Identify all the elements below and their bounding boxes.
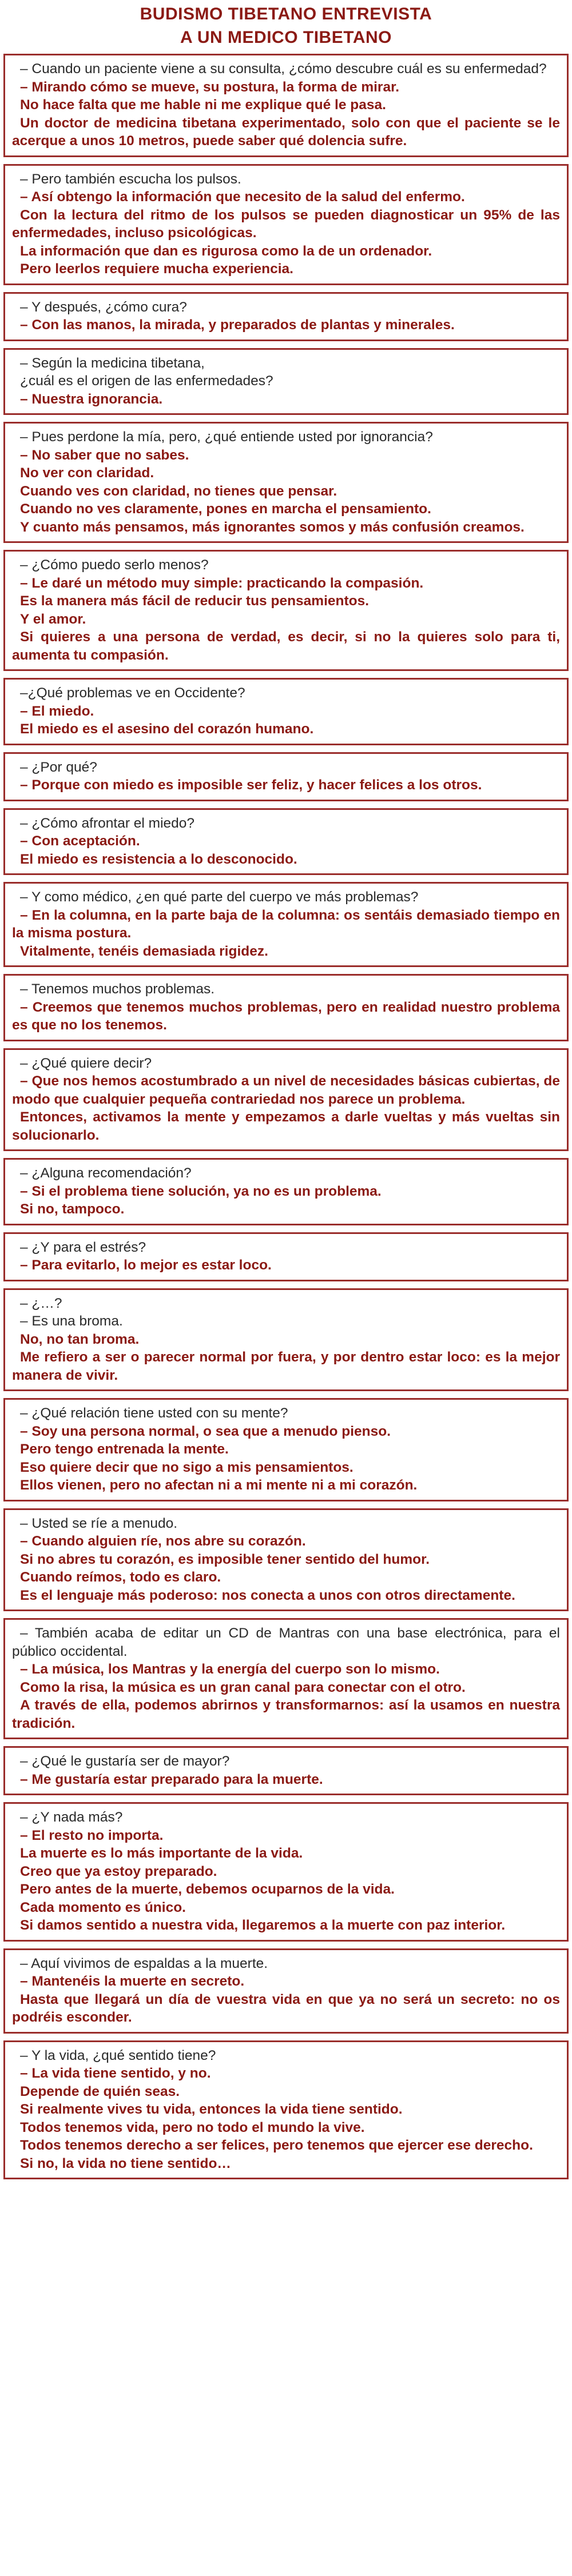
answer-line: Me refiero a ser o parecer normal por fuera, y por dentro estar loco: es la mejor manera de vivir.	[12, 1349, 560, 1383]
answer-line: – La música, los Mantras y la energía del cuerpo son lo mismo.	[20, 1662, 440, 1677]
interview-block	[3, 1508, 569, 1612]
answer-line: Depende de quién seas.	[20, 2083, 180, 2099]
answer-line: – Nuestra ignorancia.	[20, 391, 163, 407]
answer-line: – Mirando cómo se mueve, su postura, la forma de mirar.	[20, 79, 400, 95]
answer-line: Cuando ves con claridad, no tienes que pensar.	[20, 483, 337, 499]
question-line: – Y la vida, ¿qué sentido tiene?	[20, 2047, 216, 2063]
answer-line: Eso quiere decir que no sigo a mis pensamientos.	[20, 1459, 353, 1475]
interview-block	[3, 678, 569, 745]
question-line: – ¿Por qué?	[20, 759, 97, 775]
answer-line: Si realmente vives tu vida, entonces la vida tiene sentido.	[20, 2102, 403, 2117]
question-line: – ¿Y nada más?	[20, 1810, 123, 1825]
answer-line: – Mantenéis la muerte en secreto.	[20, 1974, 245, 1989]
answer-line: – Cuando alguien ríe, nos abre su corazón.	[20, 1533, 306, 1549]
answer-line: Vitalmente, tenéis demasiada rigidez.	[20, 943, 268, 959]
answer-line: Creo que ya estoy preparado.	[20, 1863, 217, 1879]
answer-line: Si no, tampoco.	[20, 1201, 125, 1217]
answer-line: Cuando no ves claramente, pones en marcha el pensamiento.	[20, 501, 431, 517]
answer-line: Si damos sentido a nuestra vida, llegaremos a la muerte con paz interior.	[20, 1918, 506, 1933]
interview-block	[3, 550, 569, 671]
answer-line: Como la risa, la música es un gran canal para conectar con el otro.	[20, 1679, 466, 1695]
interview-block	[3, 1948, 569, 2034]
answer-line: – No saber que no sabes.	[20, 447, 189, 463]
question-line: – Usted se ríe a menudo.	[20, 1515, 178, 1531]
answer-line: – La vida tiene sentido, y no.	[20, 2066, 211, 2081]
article-title: BUDISMO TIBETANO ENTREVISTA	[140, 5, 432, 23]
answer-line: El miedo es el asesino del corazón humano.	[20, 721, 314, 737]
answer-line: Hasta que llegará un día de vuestra vida en que ya no será un secreto: no os podréis esconder.	[12, 1991, 560, 2025]
interview-block	[3, 1746, 569, 1795]
answer-line: Si no abres tu corazón, es imposible tener sentido del humor.	[20, 1551, 430, 1567]
question-line: – ¿Qué le gustaría ser de mayor?	[20, 1754, 230, 1769]
answer-line: Si quieres a una persona de verdad, es decir, si no la quieres solo para ti, aumenta tu compasión.	[12, 629, 560, 663]
answer-line: Pero tengo entrenada la mente.	[20, 1441, 229, 1457]
answer-line: – Creemos que tenemos muchos problemas, pero en realidad nuestro problema es que no los tenemos.	[12, 999, 560, 1033]
question-line: – Aquí vivimos de espaldas a la muerte.	[20, 1955, 268, 1971]
interview-block	[3, 1158, 569, 1225]
answer-line: No, no tan broma.	[20, 1331, 140, 1347]
question-line: – Y después, ¿cómo cura?	[20, 299, 187, 315]
answer-line: – Con las manos, la mirada, y preparados de plantas y minerales.	[20, 317, 455, 333]
question-line: – ¿Cómo afrontar el miedo?	[20, 815, 195, 831]
answer-line: – El resto no importa.	[20, 1827, 164, 1843]
interview-block	[3, 1802, 569, 1942]
question-line: – ¿Qué quiere decir?	[20, 1055, 152, 1071]
interview-block	[3, 1048, 569, 1152]
question-line: ¿cuál es el origen de las enfermedades?	[20, 373, 273, 389]
interview-block	[3, 54, 569, 157]
interview-block	[3, 1398, 569, 1501]
interview-block	[3, 164, 569, 285]
interview-block	[3, 752, 569, 801]
question-line: – Cuando un paciente viene a su consulta, ¿cómo descubre cuál es su enfermedad?	[20, 61, 547, 77]
question-line: – ¿…?	[20, 1295, 62, 1311]
answer-line: Y el amor.	[20, 611, 86, 627]
answer-line: – En la columna, en la parte baja de la columna: os sentáis demasiado tiempo en la misma postura.	[12, 907, 560, 941]
question-line: – Pero también escucha los pulsos.	[20, 171, 241, 187]
interview-block	[3, 808, 569, 876]
answer-line: – Con aceptación.	[20, 833, 140, 849]
question-line: – Pues perdone la mía, pero, ¿qué entiende usted por ignorancia?	[20, 429, 433, 445]
interview-block	[3, 974, 569, 1041]
answer-line: Pero antes de la muerte, debemos ocuparnos de la vida.	[20, 1882, 395, 1897]
answer-line: – Le daré un método muy simple: practicando la compasión.	[20, 575, 424, 591]
answer-line: La información que dan es rigurosa como la de un ordenador.	[20, 243, 432, 259]
answer-line: Con la lectura del ritmo de los pulsos se pueden diagnosticar un 95% de las enfermedades, incluso psicológicas.	[12, 207, 560, 241]
answer-line: Es el lenguaje más poderoso: nos conecta a unos con otros directamente.	[20, 1587, 515, 1603]
answer-line: Todos tenemos vida, pero no todo el mundo la vive.	[20, 2119, 365, 2135]
article-subtitle: A UN MEDICO TIBETANO	[180, 28, 392, 47]
question-line: – Tenemos muchos problemas.	[20, 981, 214, 997]
interview-block	[3, 882, 569, 967]
answer-line: No hace falta que me hable ni me explique qué le pasa.	[20, 97, 386, 113]
interview-block	[3, 1618, 569, 1739]
answer-line: Un doctor de medicina tibetana experimentado, solo con que el paciente se le acerque a unos 10 metros, puede saber qué dolencia sufre.	[12, 115, 560, 149]
interview-block	[3, 348, 569, 416]
answer-line: Cada momento es único.	[20, 1899, 186, 1915]
question-line: – ¿Y para el estrés?	[20, 1239, 146, 1255]
question-line: – Y como médico, ¿en qué parte del cuerpo ve más problemas?	[20, 889, 419, 905]
question-line: – Según la medicina tibetana,	[20, 355, 205, 371]
answer-line: – Porque con miedo es imposible ser feliz, y hacer felices a los otros.	[20, 777, 482, 793]
question-line: – ¿Alguna recomendación?	[20, 1165, 192, 1181]
answer-line: Todos tenemos derecho a ser felices, pero tenemos que ejercer ese derecho.	[20, 2138, 533, 2153]
interview-block	[3, 1288, 569, 1392]
question-line: – ¿Cómo puedo serlo menos?	[20, 557, 209, 573]
answer-line: Si no, la vida no tiene sentido…	[20, 2155, 231, 2171]
question-line: – También acaba de editar un CD de Mantras con una base electrónica, para el público occidental.	[12, 1626, 560, 1659]
interview-blocks	[3, 54, 569, 2179]
answer-line: La muerte es lo más importante de la vida.	[20, 1846, 303, 1861]
answer-line: Es la manera más fácil de reducir tus pensamientos.	[20, 593, 370, 609]
answer-line: A través de ella, podemos abrirnos y transformarnos: así la usamos en nuestra tradición.	[12, 1698, 560, 1731]
answer-line: Entonces, activamos la mente y empezamos a darle vueltas y más vueltas sin solucionarlo.	[12, 1109, 560, 1143]
answer-line: – Que nos hemos acostumbrado a un nivel de necesidades básicas cubiertas, de modo que cualquier pequeña contrariedad nos parece un problema.	[12, 1073, 560, 1107]
interview-block	[3, 2040, 569, 2180]
article-header	[3, 2, 569, 49]
answer-line: Ellos vienen, pero no afectan ni a mi mente ni a mi corazón.	[20, 1477, 418, 1493]
answer-line: – El miedo.	[20, 703, 94, 719]
answer-line: – Me gustaría estar preparado para la muerte.	[20, 1771, 323, 1787]
question-line: –¿Qué problemas ve en Occidente?	[20, 685, 245, 701]
answer-line: – Así obtengo la información que necesito de la salud del enfermo.	[20, 189, 465, 205]
answer-line: No ver con claridad.	[20, 465, 154, 481]
interview-block	[3, 292, 569, 341]
answer-line: Cuando reímos, todo es claro.	[20, 1569, 221, 1585]
answer-line: Y cuanto más pensamos, más ignorantes somos y más confusión creamos.	[20, 519, 525, 535]
interview-block	[3, 422, 569, 543]
answer-line: Pero leerlos requiere mucha experiencia.	[20, 261, 293, 277]
answer-line: – Para evitarlo, lo mejor es estar loco.	[20, 1257, 272, 1273]
answer-line: – Si el problema tiene solución, ya no es un problema.	[20, 1183, 382, 1199]
answer-line: – Soy una persona normal, o sea que a menudo pienso.	[20, 1423, 391, 1439]
answer-line: El miedo es resistencia a lo desconocido.	[20, 851, 297, 867]
interview-block	[3, 1232, 569, 1281]
question-line: – ¿Qué relación tiene usted con su mente?	[20, 1405, 288, 1421]
question-line: – Es una broma.	[20, 1313, 123, 1329]
